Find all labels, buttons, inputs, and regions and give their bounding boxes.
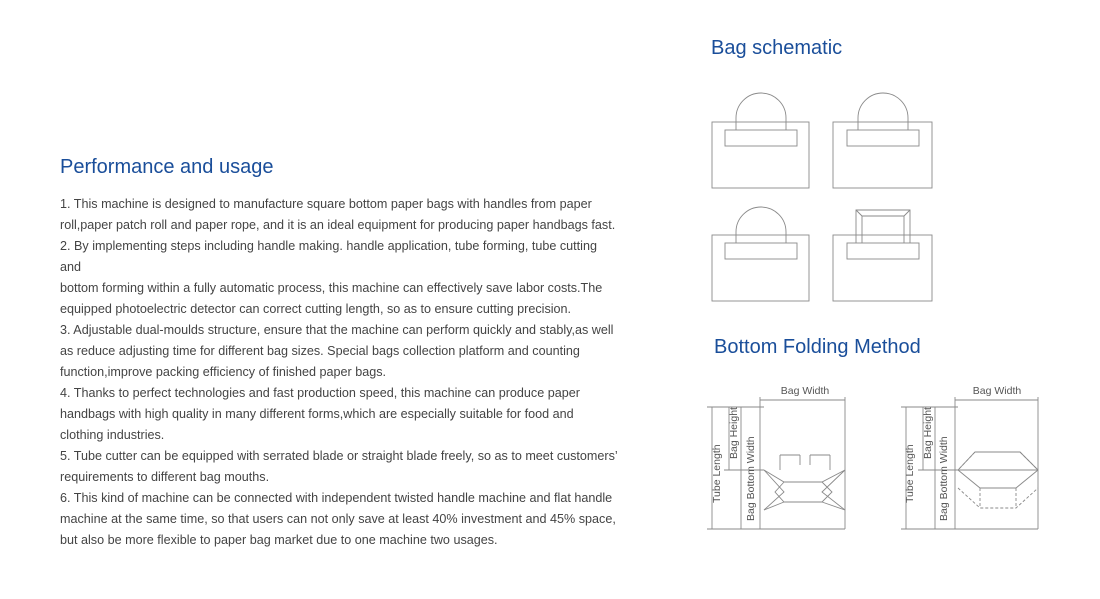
performance-line: requirements to different bag mouths. [60,470,270,484]
bag-bottom-width-label: Bag Bottom Width [745,436,757,521]
performance-title: Performance and usage [60,156,274,178]
tube-length-label: Tube Length [711,444,723,503]
performance-line: equipped photoelectric detector can correct cutting length, so as to ensure cutting precision. [60,302,572,316]
bag-bottom-width-label: Bag Bottom Width [938,436,950,521]
performance-line: 4. Thanks to perfect technologies and fast production speed, this machine can produce paper [60,386,580,400]
bag-height-label: Bag Height [728,407,740,459]
performance-line: bottom forming within a fully automatic process, this machine can effectively save labor costs.The [60,281,603,295]
performance-line: 1. This machine is designed to manufacture square bottom paper bags with handles from paper [60,197,592,211]
performance-line: as reduce adjusting time for different bag sizes. Special bags collection platform and counting [60,344,580,358]
tube-length-label: Tube Length [904,444,916,503]
bag-width-label: Bag Width [972,385,1022,397]
bag-width-label: Bag Width [780,385,830,397]
performance-line: function,improve packing efficiency of finished paper bags. [60,365,386,379]
bag-schematic-title: Bag schematic [711,37,843,59]
performance-line: 5. Tube cutter can be equipped with serrated blade or straight blade freely, so as to meet customers’ [60,449,618,463]
bag-drawing-rounded-handle [712,207,809,301]
bag-drawing-rounded-handle [833,93,932,188]
bag-height-label: Bag Height [922,407,934,459]
bottom-folding-title: Bottom Folding Method [714,336,921,358]
performance-line: but also be more flexible to paper bag market due to one machine two usages. [60,533,498,547]
performance-line: 3. Adjustable dual-moulds structure, ensure that the machine can perform quickly and stably,as well [60,323,614,337]
performance-line: 2. By implementing steps including handle making. handle application, tube forming, tube cutting and [60,239,597,274]
performance-line: machine at the same time, so that users can not only save at least 40% investment and 45% space, [60,512,616,526]
performance-line: clothing industries. [60,428,165,442]
performance-line: handbags with high quality in many different forms,which are especially suitable for food and [60,407,574,421]
performance-line: 6. This kind of machine can be connected with independent twisted handle machine and flat handle [60,491,613,505]
performance-line: roll,paper patch roll and paper rope, and it is an ideal equipment for producing paper handbags fast. [60,218,616,232]
bag-schematic-diagrams [712,93,932,301]
bag-drawing-flat-handle [833,210,932,301]
bag-drawing-rounded-handle [712,93,809,188]
